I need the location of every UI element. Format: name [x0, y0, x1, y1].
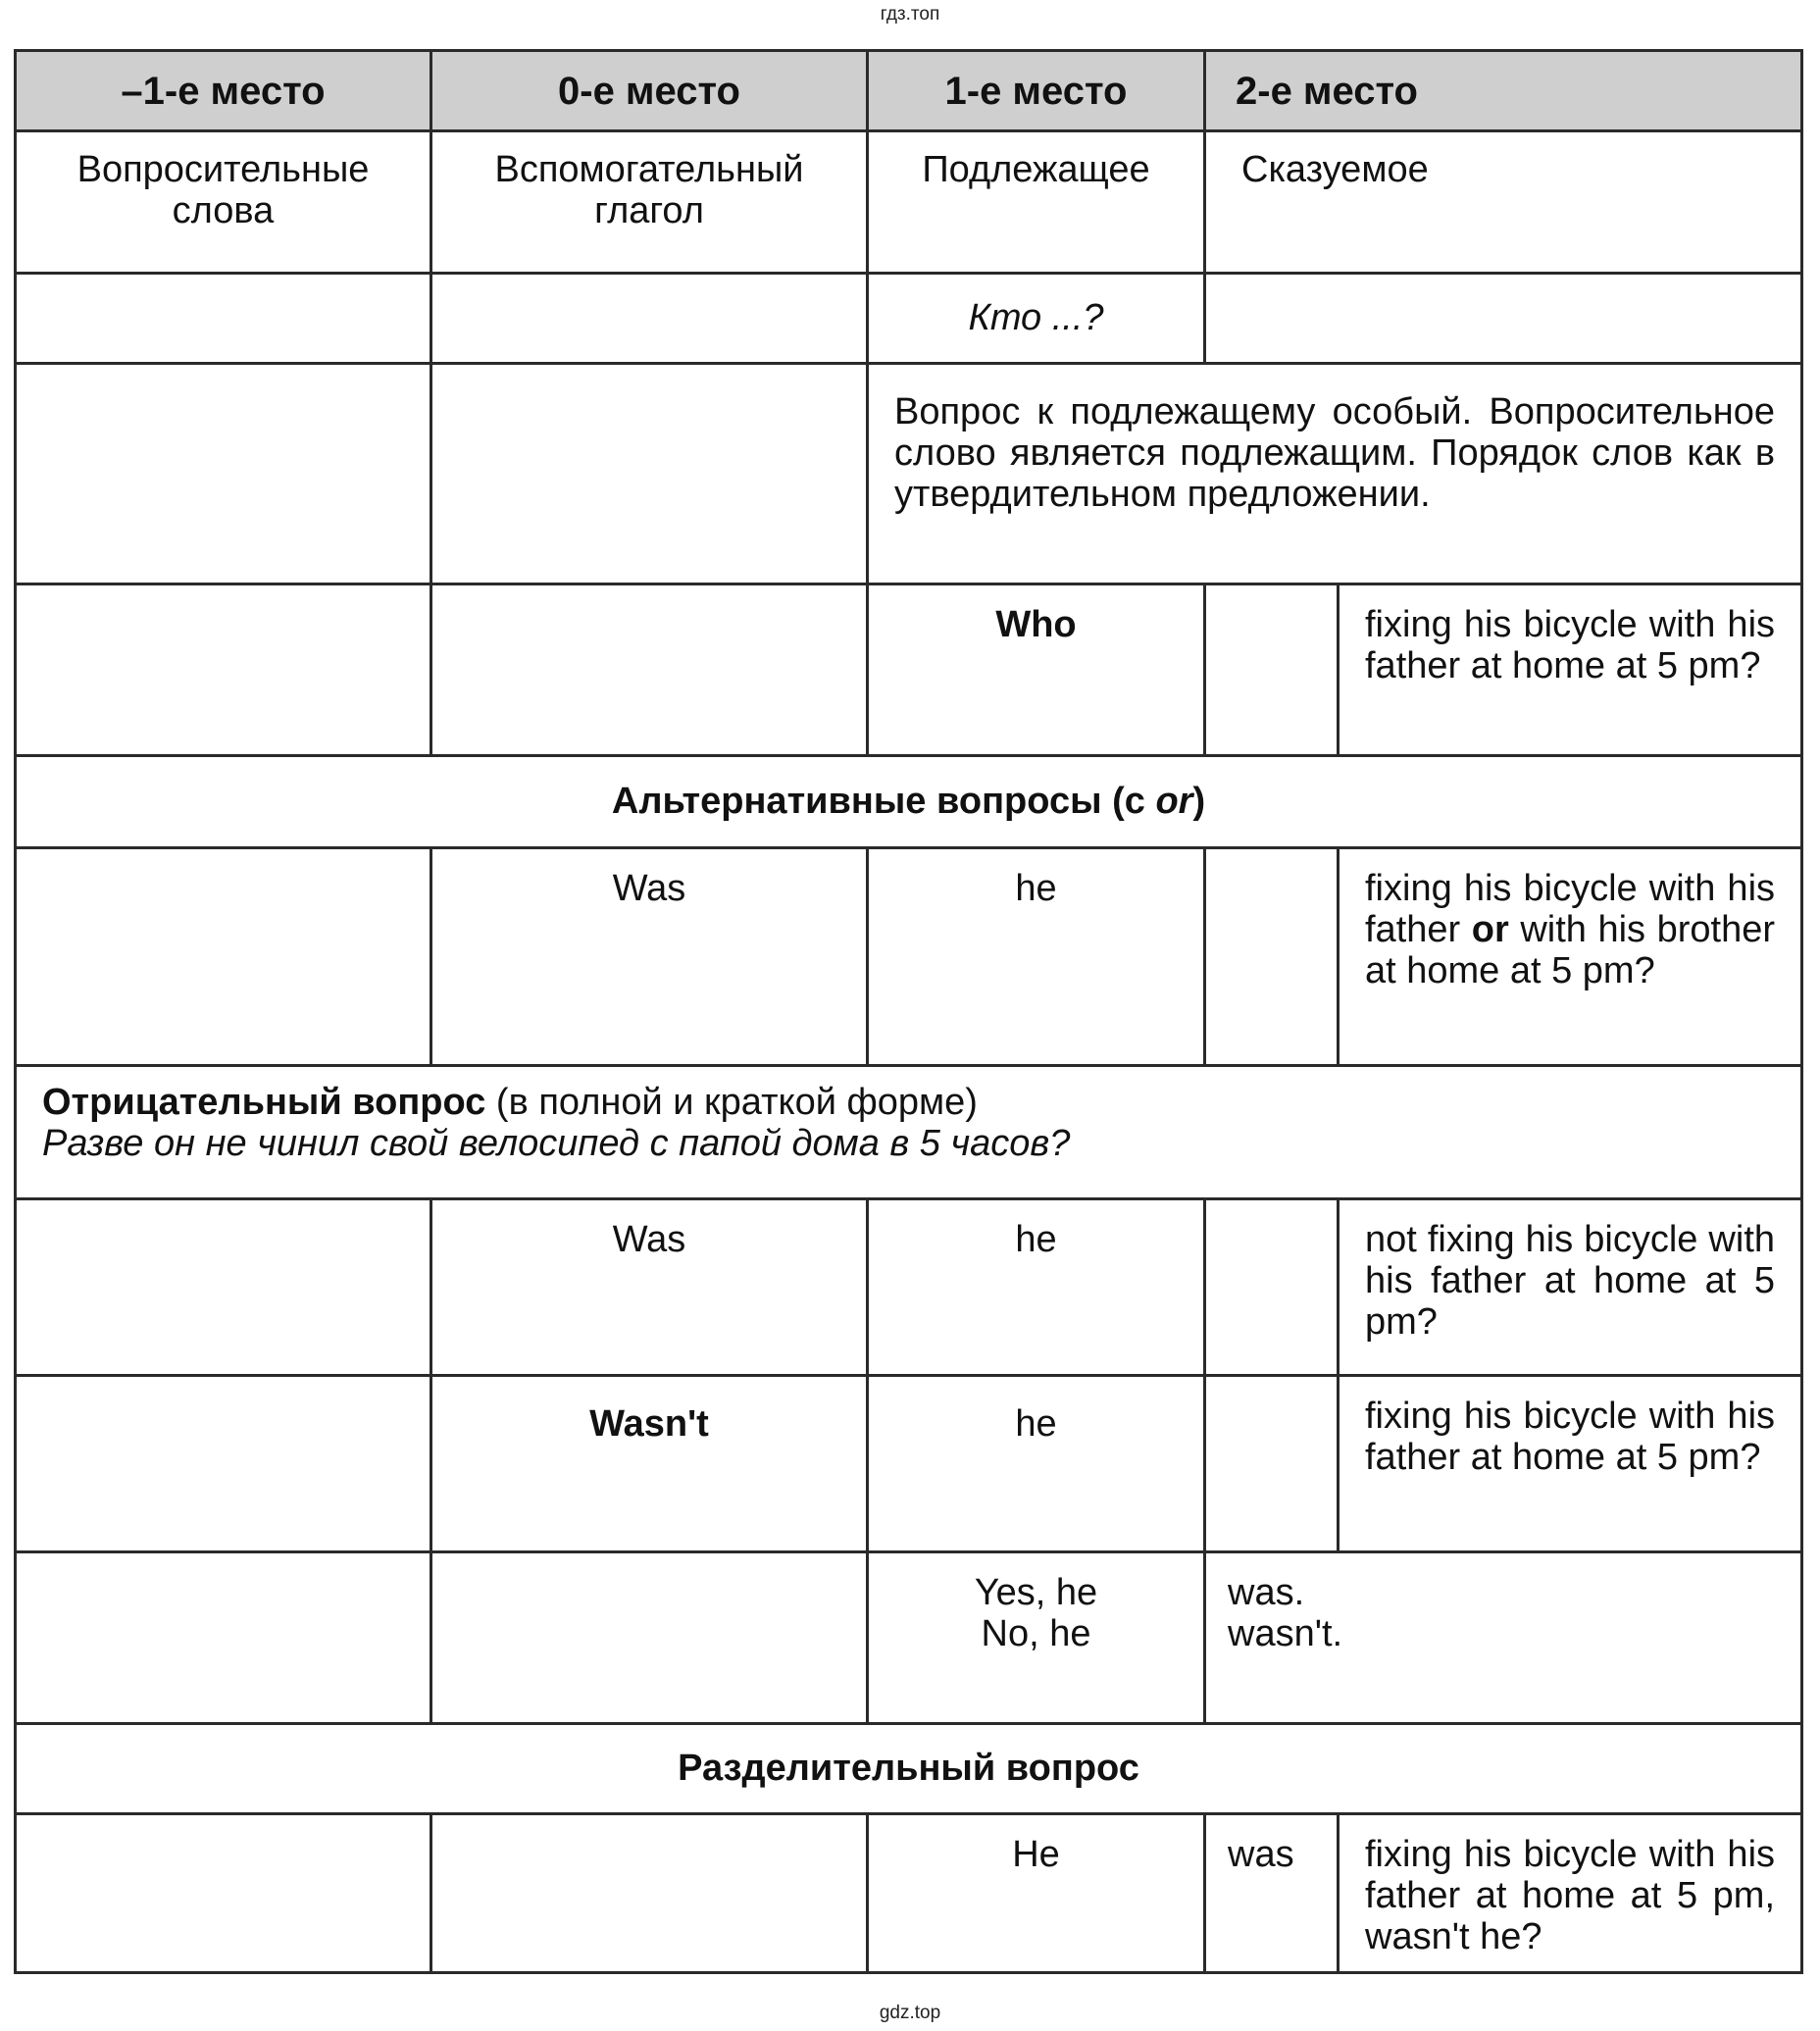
tag-title-row	[16, 1724, 1802, 1814]
who-row	[16, 584, 1802, 756]
negative-short-subject: he	[868, 1376, 1205, 1552]
alternative-subject: he	[868, 848, 1205, 1066]
watermark-top: гдз.топ	[880, 4, 940, 25]
tag-verb: was	[1205, 1814, 1339, 1973]
note-row	[16, 364, 1802, 584]
negative-full-predicate: not fixing his bicycle with his father at home at 5 pm?	[1339, 1199, 1802, 1376]
negative-short-predicate: fixing his bicycle with his father at home at 5 pm?	[1339, 1376, 1802, 1552]
labels-row	[16, 131, 1802, 274]
label-subject: Подлежащее	[868, 131, 1205, 274]
grammar-table	[14, 49, 1803, 1974]
label-predicate: Сказуемое	[1205, 131, 1802, 274]
header-0: 0-е место	[431, 51, 868, 131]
tag-subject: He	[868, 1814, 1205, 1973]
negative-full-aux: Was	[431, 1199, 868, 1376]
header-2: 2-е место	[1205, 51, 1802, 131]
negative-translation: Разве он не чинил свой велосипед с папой дома в 5 часов?	[42, 1122, 1071, 1164]
answer-subject: Yes, he No, he	[868, 1552, 1205, 1724]
tag-title: Разделительный вопрос	[16, 1724, 1802, 1814]
alternative-row	[16, 848, 1802, 1066]
negative-title: Отрицательный вопрос (в полной и краткой форме) Разве он не чинил свой велосипед с папой дома в 5 часов?	[16, 1066, 1802, 1199]
subject-question-note: Вопрос к подлежащему особый. Вопросительное слово является подлежащим. Порядок слов как в утвердительном предложении.	[868, 364, 1802, 584]
alternative-title-row	[16, 756, 1802, 848]
header-minus1: –1-е место	[16, 51, 431, 131]
negative-full-subject: he	[868, 1199, 1205, 1376]
who-predicate: fixing his bicycle with his father at home at 5 pm?	[1339, 584, 1802, 756]
alternative-predicate: fixing his bicycle with his father or with his brother at home at 5 pm?	[1339, 848, 1802, 1066]
label-question-words: Вопросительные слова	[16, 131, 431, 274]
answer-verb: was. wasn't.	[1205, 1552, 1802, 1724]
negative-short-aux: Wasn't	[431, 1376, 868, 1552]
negative-full-row	[16, 1199, 1802, 1376]
who-question-row	[16, 274, 1802, 364]
header-1: 1-е место	[868, 51, 1205, 131]
watermark-bottom: gdz.top	[879, 2003, 941, 2023]
alternative-aux: Was	[431, 848, 868, 1066]
tag-predicate: fixing his bicycle with his father at home at 5 pm, wasn't he?	[1339, 1814, 1802, 1973]
negative-title-row	[16, 1066, 1802, 1199]
negative-short-row	[16, 1376, 1802, 1552]
label-aux-verb: Вспомогательный глагол	[431, 131, 868, 274]
answer-row	[16, 1552, 1802, 1724]
tag-row	[16, 1814, 1802, 1973]
alternative-title: Альтернативные вопросы (с or)	[16, 756, 1802, 848]
who-word: Who	[868, 584, 1205, 756]
who-question: Кто ...?	[868, 274, 1205, 364]
header-row	[16, 51, 1802, 131]
